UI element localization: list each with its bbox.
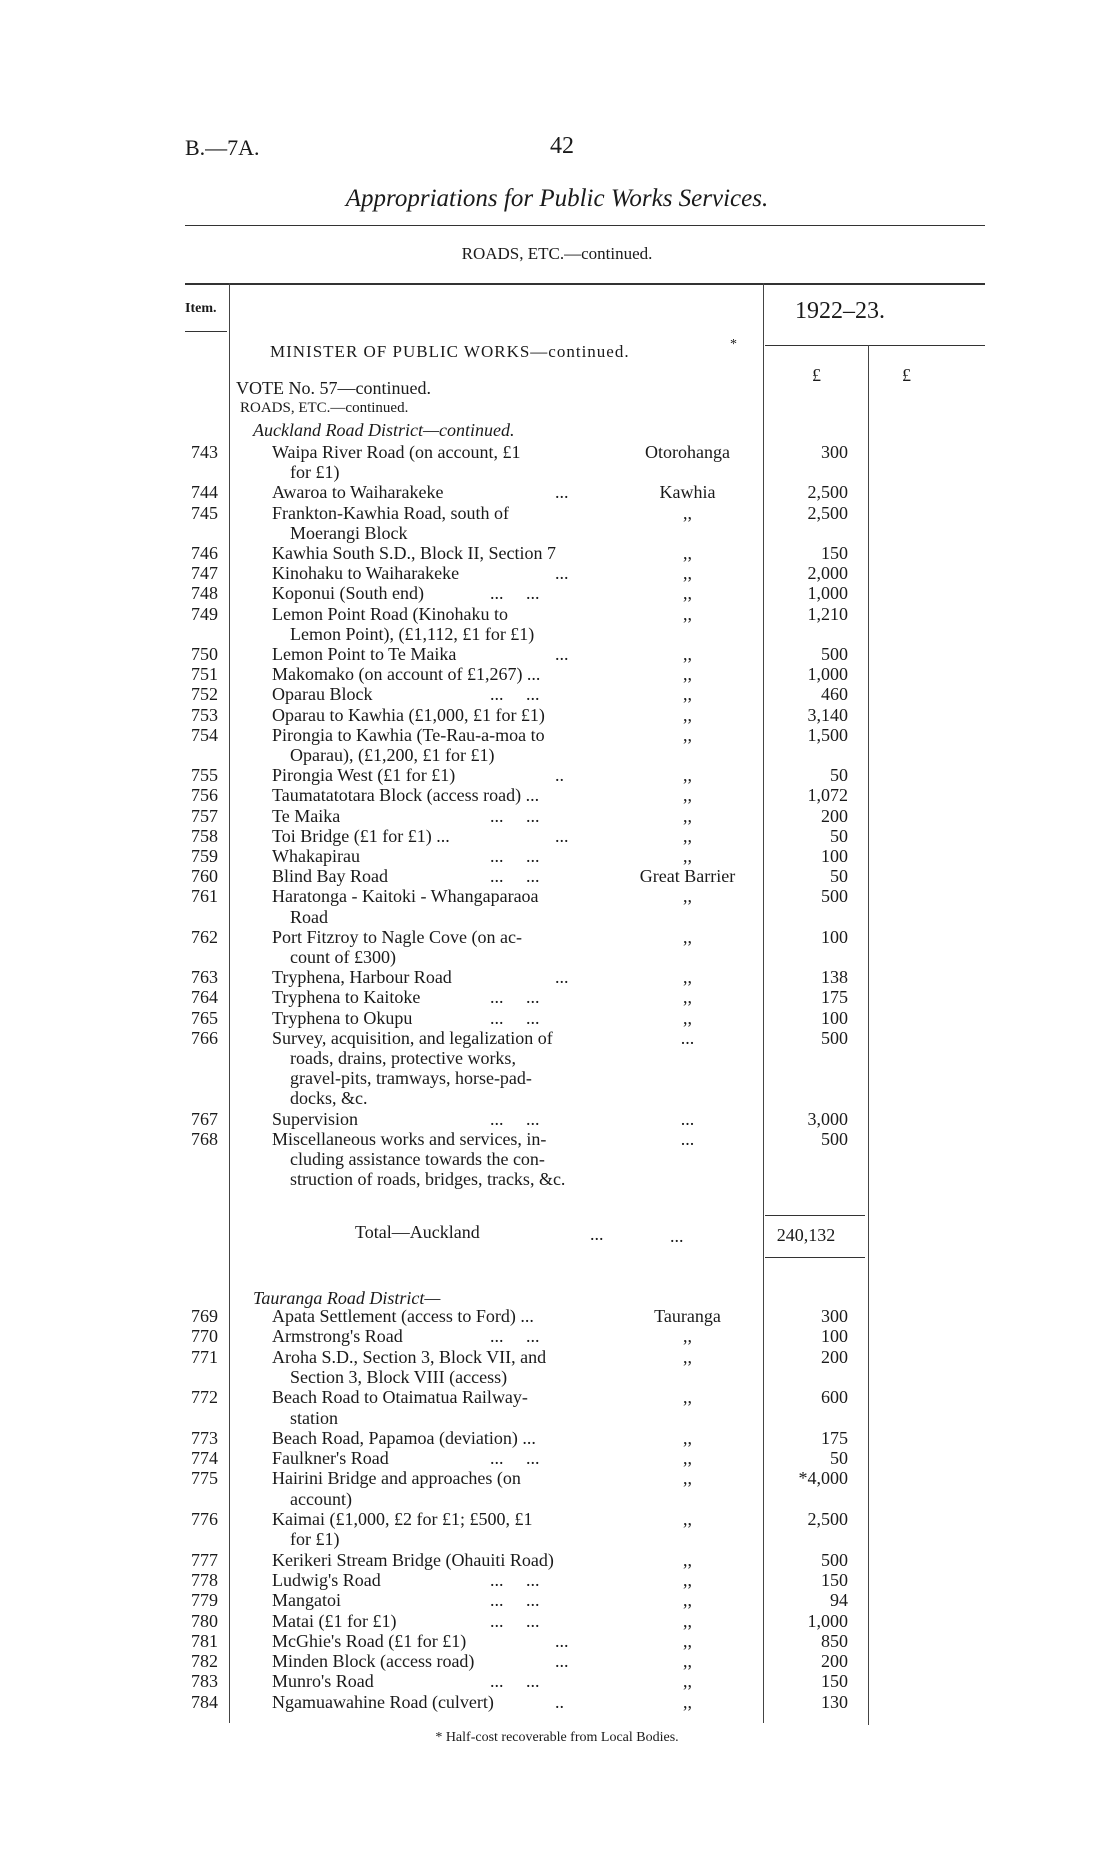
table-row [0,927,1114,947]
item-amount: 100 [821,1326,848,1347]
item-number: 764 [191,987,218,1008]
item-description: Oparau to Kawhia (£1,000, £1 for £1) [272,704,545,725]
table-row [0,462,1114,482]
item-amount: 500 [821,1027,848,1048]
table-row [0,684,1114,704]
item-location: ,, [683,1569,692,1590]
item-location: ,, [683,785,692,806]
item-location: Otorohanga [645,442,730,462]
item-number: 762 [191,926,218,947]
item-number: 783 [191,1671,218,1692]
item-number: 743 [191,442,218,462]
item-number: 755 [191,765,218,786]
item-description: Blind Bay Road [272,866,388,887]
item-amount: 175 [821,1427,848,1448]
leader-dots: .. [555,1691,564,1712]
total-top-rule [765,1215,865,1216]
item-amount: 138 [821,967,848,988]
item-location: ,, [683,1387,692,1408]
table-row [0,1651,1114,1671]
item-location: ,, [683,825,692,846]
item-description: Lemon Point), (£1,112, £1 for £1) [290,623,535,644]
leader-dots: ... ... [490,846,540,866]
table-row [0,442,1114,462]
item-description: Ngamuawahine Road (culvert) [272,1691,494,1712]
item-description: Beach Road to Otaimatua Railway- [272,1387,528,1408]
item-amount: 50 [830,866,848,887]
item-number: 771 [191,1346,218,1367]
leader-dots: ... ... [490,866,540,887]
item-location: ,, [683,765,692,786]
section-subtitle: ROADS, ETC.—continued. [461,244,653,263]
item-number: 758 [191,825,218,846]
table-row [0,1008,1114,1028]
item-description: for £1) [290,462,340,483]
item-amount: 200 [821,1651,848,1672]
table-row [0,1129,1114,1149]
item-location: ,, [683,664,692,685]
item-amount: 200 [821,1346,848,1367]
item-description: Ludwig's Road [272,1569,381,1590]
item-location: ,, [683,805,692,826]
item-description: Waipa River Road (on account, £1 [272,442,521,462]
item-amount: 3,140 [807,704,848,725]
item-location: ,, [683,1509,692,1529]
leader-dots: ... ... [490,684,540,705]
item-number: 776 [191,1509,218,1529]
leader-dots: ... ... [490,1569,540,1590]
item-number: 763 [191,967,218,988]
table-row [0,1408,1114,1428]
table-row [0,725,1114,745]
leader-dots: ... [555,1651,569,1672]
item-amount: 1,072 [807,785,848,806]
item-number: 753 [191,704,218,725]
table-row [0,1149,1114,1169]
item-number: 769 [191,1306,218,1326]
item-description: Matai (£1 for £1) [272,1610,397,1631]
item-number: 765 [191,1007,218,1028]
item-description: Awaroa to Waiharakeke [272,482,444,503]
leader-dots: ... [555,1630,569,1651]
item-location: ... [680,1108,695,1129]
page-title: Appropriations for Public Works Services. [345,185,769,212]
item-amount: 150 [821,1569,848,1590]
item-description: gravel-pits, tramways, horse-pad- [290,1068,532,1089]
item-description: cluding assistance towards the con- [290,1149,545,1169]
leader-dots: ... ... [490,1108,540,1129]
table-row [0,826,1114,846]
total-auckland-label: Total—Auckland [355,1222,480,1242]
item-location: ,, [683,1610,692,1631]
item-location: ,, [683,1448,692,1469]
vote-heading: VOTE No. 57—continued. [236,378,431,398]
item-location: ,, [683,543,692,563]
item-description: Aroha S.D., Section 3, Block VII, and [272,1346,547,1367]
table-row [0,1326,1114,1346]
item-amount: 100 [821,846,848,866]
item-location: ,, [683,644,692,664]
item-amount: 1,500 [807,724,848,745]
table-row [0,1367,1114,1387]
year-column-header: 1922–23. [795,298,885,324]
item-description: Section 3, Block VIII (access) [290,1366,508,1387]
item-number: 744 [191,482,218,503]
item-amount: 50 [830,1448,848,1469]
item-description: roads, drains, protective works, [290,1048,516,1068]
item-description: Apata Settlement (access to Ford) ... [272,1306,534,1326]
item-number: 745 [191,502,218,523]
table-row [0,604,1114,624]
tauranga-district-heading: Tauranga Road District— [253,1288,441,1308]
table-row [0,866,1114,886]
leader-dots: ... [555,563,569,584]
item-location: ,, [683,1590,692,1611]
item-amount: 100 [821,1007,848,1028]
item-description: station [290,1407,338,1428]
item-description: struction of roads, bridges, tracks, &c. [290,1169,566,1190]
item-location: ,, [683,846,692,866]
item-description: Koponui (South end) [272,583,424,604]
item-description: Mangatoi [272,1590,341,1611]
table-row [0,705,1114,725]
item-location: ,, [683,1007,692,1028]
item-amount: 500 [821,644,848,664]
item-description: Tryphena to Kaitoke [272,987,421,1008]
table-row [0,745,1114,765]
table-row [0,1448,1114,1468]
leader-dots: ... ... [490,987,540,1008]
item-number: 781 [191,1630,218,1651]
item-description: Lemon Point to Te Maika [272,644,457,664]
leader-dots: ... [555,825,569,846]
item-description: Pirongia to Kawhia (Te-Rau-a-moa to [272,724,545,745]
item-amount: 2,500 [807,482,848,503]
item-amount: 2,500 [807,502,848,523]
table-row [0,523,1114,543]
item-description: for £1) [290,1529,340,1550]
item-amount: 500 [821,1549,848,1570]
table-row [0,1671,1114,1691]
table-top-rule [185,283,985,285]
table-row [0,1590,1114,1610]
table-row [0,765,1114,785]
item-amount: *4,000 [798,1468,848,1489]
table-row [0,886,1114,906]
item-location: ,, [683,502,692,523]
table-row [0,1068,1114,1088]
item-amount: 150 [821,1671,848,1692]
leader-dots: ... [555,967,569,988]
table-row [0,907,1114,927]
table-row [0,1611,1114,1631]
item-number: 766 [191,1027,218,1048]
item-number: 747 [191,563,218,584]
item-description: Tryphena to Okupu [272,1007,413,1028]
table-row [0,1692,1114,1712]
item-location: Kawhia [659,482,716,503]
item-description: Whakapirau [272,846,360,866]
item-location: ,, [683,704,692,725]
item-number: 767 [191,1108,218,1129]
item-location: ,, [683,724,692,745]
item-description: Taumatatotara Block (access road) ... [272,785,540,806]
item-location: ,, [683,563,692,584]
table-row [0,482,1114,502]
item-description: Road [290,906,328,927]
item-location: ... [680,1128,695,1149]
item-amount: 850 [821,1630,848,1651]
item-number: 756 [191,785,218,806]
item-description: Kerikeri Stream Bridge (Ohauiti Road) [272,1549,554,1570]
item-number: 774 [191,1448,218,1469]
item-location: ,, [683,603,692,624]
item-header-rule [185,331,227,332]
item-amount: 1,000 [807,664,848,685]
footnote: * Half-cost recoverable from Local Bodies. [435,1730,679,1745]
item-description: Lemon Point Road (Kinohaku to [272,603,508,624]
item-location: ,, [683,1346,692,1367]
total-bottom-rule [765,1257,865,1258]
item-amount: 50 [830,825,848,846]
item-number: 779 [191,1590,218,1611]
leader-dots: ... ... [490,1610,540,1631]
item-location: ,, [683,1427,692,1448]
table-row [0,644,1114,664]
leader-dots: ... ... [490,1326,540,1347]
item-amount: 94 [830,1590,848,1611]
item-location: ,, [683,684,692,705]
item-location: ,, [683,1671,692,1692]
item-number: 772 [191,1387,218,1408]
item-location: Tauranga [654,1306,721,1326]
year-header-rule [765,345,985,346]
item-location: ,, [683,1549,692,1570]
total-dots: ... [670,1226,684,1246]
item-amount: 500 [821,886,848,907]
leader-dots: ... [555,482,569,503]
item-number: 749 [191,603,218,624]
item-amount: 1,210 [807,603,848,624]
table-row [0,503,1114,523]
item-description: Haratonga - Kaitoki - Whangaparaoa [272,886,539,907]
item-number: 778 [191,1569,218,1590]
item-description: Makomako (on account of £1,267) ... [272,664,541,685]
currency-right: £ [902,365,911,385]
page-number: 42 [550,133,574,159]
item-number: 757 [191,805,218,826]
item-number: 770 [191,1326,218,1347]
item-description: Pirongia West (£1 for £1) [272,765,456,786]
minister-heading: MINISTER OF PUBLIC WORKS—continued. [270,342,630,361]
table-row [0,947,1114,967]
leader-dots: ... ... [490,1671,540,1692]
item-description: McGhie's Road (£1 for £1) [272,1630,467,1651]
item-amount: 1,000 [807,1610,848,1631]
item-amount: 130 [821,1691,848,1712]
item-description: Hairini Bridge and approaches (on [272,1468,521,1489]
item-number: 768 [191,1128,218,1149]
item-description: Toi Bridge (£1 for £1) ... [272,825,450,846]
leader-dots: ... ... [490,1448,540,1469]
item-column-header: Item. [185,301,217,316]
item-description: Supervision [272,1108,359,1129]
item-location: ,, [683,967,692,988]
item-number: 784 [191,1691,218,1712]
leader-dots: ... ... [490,1007,540,1028]
item-description: count of £300) [290,947,396,967]
table-row [0,806,1114,826]
item-location: ,, [683,583,692,604]
item-number: 777 [191,1549,218,1570]
item-amount: 2,000 [807,563,848,584]
item-description: Frankton-Kawhia Road, south of [272,502,509,523]
item-amount: 100 [821,926,848,947]
item-amount: 150 [821,543,848,563]
item-number: 752 [191,684,218,705]
item-amount: 2,500 [807,1509,848,1529]
item-location: ,, [683,1651,692,1672]
item-description: Faulkner's Road [272,1448,389,1469]
item-number: 760 [191,866,218,887]
item-description: Beach Road, Papamoa (deviation) ... [272,1427,536,1448]
item-amount: 50 [830,765,848,786]
roads-heading: ROADS, ETC.—continued. [240,400,409,416]
table-row [0,1048,1114,1068]
table-row [0,785,1114,805]
item-description: Miscellaneous works and services, in- [272,1128,547,1149]
leader-dots: ... ... [490,583,540,604]
item-description: account) [290,1488,352,1509]
item-amount: 300 [821,1306,848,1326]
auckland-district-heading: Auckland Road District—continued. [253,420,515,440]
table-row [0,1088,1114,1108]
item-amount: 500 [821,1128,848,1149]
item-amount: 300 [821,442,848,462]
item-number: 754 [191,724,218,745]
item-number: 746 [191,543,218,563]
table-row [0,1387,1114,1407]
item-description: Port Fitzroy to Nagle Cove (on ac- [272,926,522,947]
table-row [0,1529,1114,1549]
table-row [0,1550,1114,1570]
item-description: Armstrong's Road [272,1326,403,1347]
item-description: Te Maika [272,805,341,826]
item-location: ,, [683,1630,692,1651]
total-auckland-amount: 240,132 [776,1225,836,1245]
item-location: Great Barrier [639,866,736,887]
item-number: 773 [191,1427,218,1448]
item-amount: 175 [821,987,848,1008]
title-rule [185,225,985,226]
table-row [0,1028,1114,1048]
item-description: Moerangi Block [290,522,408,543]
table-row [0,563,1114,583]
table-row [0,1468,1114,1488]
leader-dots: ... ... [490,1590,540,1611]
item-description: Survey, acquisition, and legalization of [272,1027,553,1048]
table-row [0,664,1114,684]
item-description: Kaimai (£1,000, £2 for £1; £500, £1 [272,1509,533,1529]
table-row [0,1631,1114,1651]
item-description: Minden Block (access road) [272,1651,475,1672]
item-location: ,, [683,1326,692,1347]
item-location: ,, [683,1691,692,1712]
table-row [0,1509,1114,1529]
item-location: ... [680,1027,695,1048]
table-row [0,1489,1114,1509]
item-number: 750 [191,644,218,664]
item-location: ,, [683,886,692,907]
table-row [0,967,1114,987]
leader-dots: ... ... [490,805,540,826]
table-row [0,1570,1114,1590]
item-location: ,, [683,987,692,1008]
item-description: Kawhia South S.D., Block II, Section 7 [272,543,556,563]
table-row [0,1169,1114,1189]
total-dots: ... [590,1224,604,1244]
leader-dots: .. [555,765,564,786]
table-row [0,987,1114,1007]
item-description: Oparau Block [272,684,373,705]
leader-dots: ... [555,644,569,664]
item-number: 751 [191,664,218,685]
item-amount: 3,000 [807,1108,848,1129]
currency-left: £ [812,365,821,385]
table-row [0,1428,1114,1448]
item-number: 782 [191,1651,218,1672]
item-description: Munro's Road [272,1671,374,1692]
asterisk-mark: * [730,337,737,352]
table-row [0,846,1114,866]
table-row [0,624,1114,644]
item-description: Kinohaku to Waiharakeke [272,563,460,584]
item-number: 761 [191,886,218,907]
item-location: ,, [683,1468,692,1489]
table-row [0,1306,1114,1326]
item-description: docks, &c. [290,1088,368,1109]
item-number: 759 [191,846,218,866]
item-number: 780 [191,1610,218,1631]
table-row [0,1109,1114,1129]
document-reference: B.—7A. [185,135,260,160]
item-number: 748 [191,583,218,604]
item-description: Tryphena, Harbour Road [272,967,452,988]
item-amount: 1,000 [807,583,848,604]
table-row [0,583,1114,603]
item-description: Oparau), (£1,200, £1 for £1) [290,745,495,765]
table-row [0,1347,1114,1367]
item-number: 775 [191,1468,218,1489]
table-row [0,543,1114,563]
item-amount: 460 [821,684,848,705]
item-amount: 200 [821,805,848,826]
item-location: ,, [683,926,692,947]
item-amount: 600 [821,1387,848,1408]
